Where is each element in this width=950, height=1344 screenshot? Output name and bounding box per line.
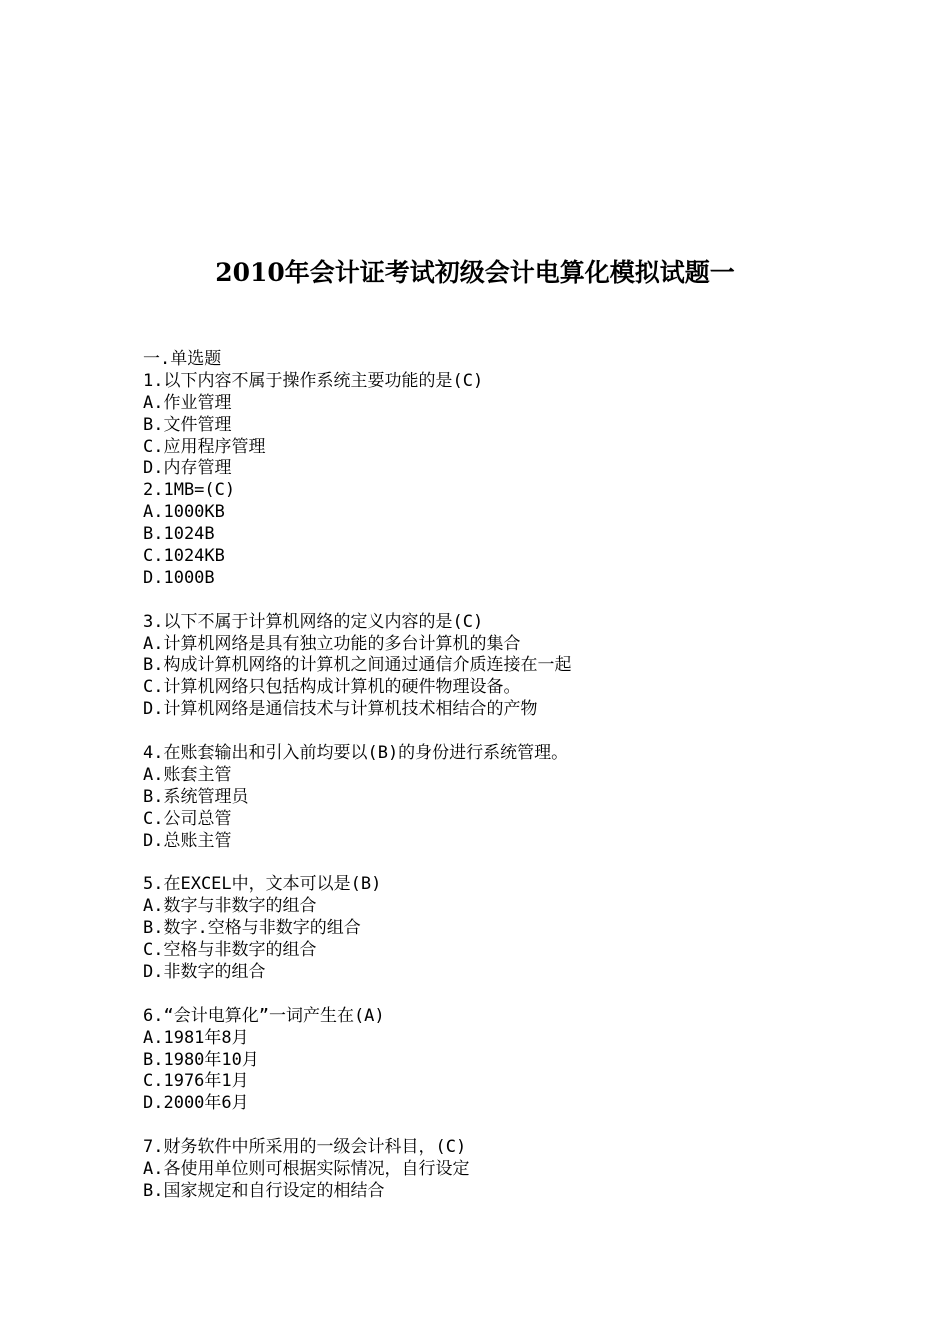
answer-option: B.系统管理员 [143,786,249,807]
blank-line [143,984,903,1006]
answer-option: B.文件管理 [143,414,232,435]
blank-line [143,1115,903,1137]
answer-option: C.空格与非数字的组合 [143,940,317,961]
answer-option: A.账套主管 [143,764,232,785]
answer-option: D.1000B [143,567,215,588]
answer-option: C.1024KB [143,546,225,567]
question-stem: 4.在账套输出和引入前均要以(B)的身份进行系统管理。 [143,743,569,764]
question-stem: 6.“会计电算化”一词产生在(A) [143,1005,385,1026]
question-stem: 5.在EXCEL中，文本可以是(B) [143,874,382,895]
section-heading: 一.单选题 [143,349,222,369]
answer-option: A.作业管理 [143,392,232,413]
question-stem: 3.以下不属于计算机网络的定义内容的是(C) [143,611,484,632]
answer-option: D.总账主管 [143,830,232,851]
answer-option: D.2000年6月 [143,1093,249,1114]
answer-option: B.1024B [143,524,215,545]
blank-line [143,852,903,874]
answer-option: B.构成计算机网络的计算机之间通过通信介质连接在一起 [143,655,572,676]
question-stem: 7.财务软件中所采用的一级会计科目，(C) [143,1137,467,1158]
answer-option: C.计算机网络只包括构成计算机的硬件物理设备。 [143,677,521,698]
answer-option: D.内存管理 [143,458,232,479]
document-title: 2010年会计证考试初级会计电算化模拟试题一 [215,258,735,287]
answer-option: B.国家规定和自行设定的相结合 [143,1180,385,1201]
answer-option: C.应用程序管理 [143,436,266,457]
answer-option: B.数字.空格与非数字的组合 [143,918,361,939]
answer-option: C.1976年1月 [143,1071,249,1092]
answer-option: A.数字与非数字的组合 [143,896,317,917]
answer-option: A.各使用单位则可根据实际情况，自行设定 [143,1158,470,1179]
answer-option: B.1980年10月 [143,1049,259,1070]
answer-option: C.公司总管 [143,808,232,829]
question-content [143,349,903,1203]
answer-option: A.计算机网络是具有独立功能的多台计算机的集合 [143,633,521,654]
blank-line [143,721,903,743]
answer-option: A.1000KB [143,502,225,523]
answer-option: D.非数字的组合 [143,961,266,982]
blank-line [143,590,903,612]
question-stem: 1.以下内容不属于操作系统主要功能的是(C) [143,370,484,391]
question-stem: 2.1MB=(C) [143,480,236,501]
answer-option: A.1981年8月 [143,1027,249,1048]
answer-option: D.计算机网络是通信技术与计算机技术相结合的产物 [143,699,538,720]
